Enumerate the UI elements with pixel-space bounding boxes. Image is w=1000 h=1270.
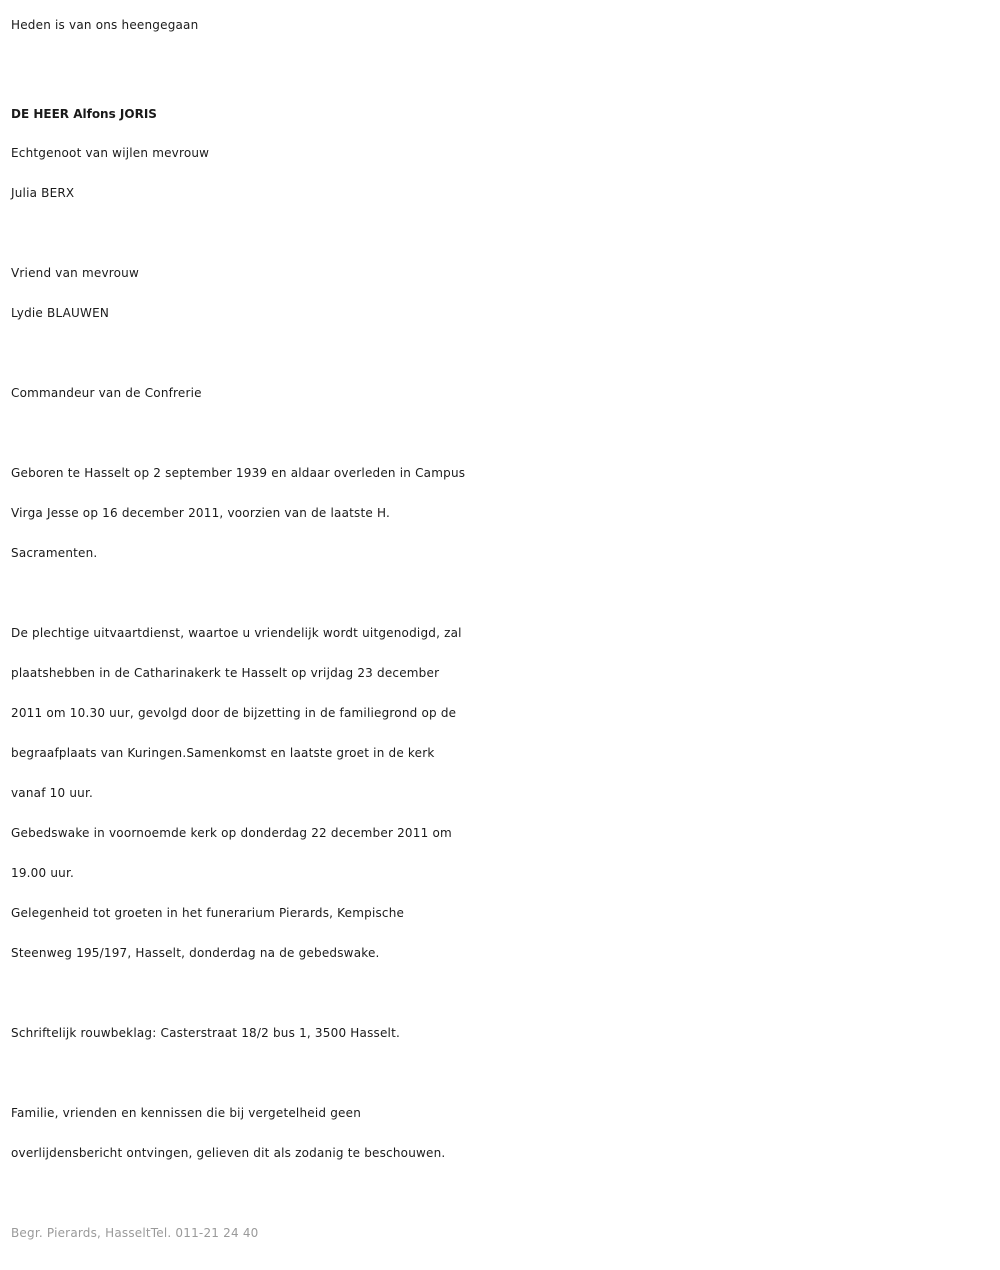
deceased-name: DE HEER Alfons JORIS [11,107,157,121]
paragraph-line: Virga Jesse op 16 december 2011, voorzien van de laatste H. [11,506,391,520]
obituary-notice [11,0,991,1253]
spouse-line-2: Julia BERX [11,186,75,200]
paragraph-line: Familie, vrienden en kennissen die bij vergetelheid geen [11,1106,362,1120]
paragraph-line: Steenweg 195/197, Hasselt, donderdag na de gebedswake. [11,946,380,960]
honorary-title: Commandeur van de Confrerie [11,386,202,400]
spacer [11,1053,991,1093]
paragraph-line: vanaf 10 uur. [11,786,93,800]
birth-death-paragraph [11,453,991,573]
friend-line-2: Lydie BLAUWEN [11,306,110,320]
paragraph-line: 19.00 uur. [11,866,75,880]
ceremony-paragraph [11,613,991,973]
spouse-line-1: Echtgenoot van wijlen mevrouw [11,146,210,160]
spacer [11,333,991,373]
paragraph-line: begraafplaats van Kuringen.Samenkomst en laatste groet in de kerk [11,746,435,760]
paragraph-line: Gelegenheid tot groeten in het funerarium Pierards, Kempische [11,906,405,920]
condolence-address: Schriftelijk rouwbeklag: Casterstraat 18/2 bus 1, 3500 Hasselt. [11,1026,401,1040]
funeral-home-footer: Begr. Pierards, HasseltTel. 011-21 24 40 [11,1226,259,1240]
spacer [11,973,991,1013]
paragraph-line: overlijdensbericht ontvingen, gelieven dit als zodanig te beschouwen. [11,1146,446,1160]
paragraph-line: plaatshebben in de Catharinakerk te Hasselt op vrijdag 23 december [11,666,440,680]
paragraph-line: Gebedswake in voornoemde kerk op donderdag 22 december 2011 om [11,826,452,840]
paragraph-line: Sacramenten. [11,546,98,560]
paragraph-line: 2011 om 10.30 uur, gevolgd door de bijzetting in de familiegrond op de [11,706,457,720]
spacer [11,573,991,613]
notice-paragraph [11,1093,991,1173]
spacer [11,413,991,453]
intro-text: Heden is van ons heengegaan [11,18,199,32]
spacer [11,213,991,253]
paragraph-line: Geboren te Hasselt op 2 september 1939 en aldaar overleden in Campus [11,466,466,480]
spacer [11,1173,991,1213]
friend-line-1: Vriend van mevrouw [11,266,139,280]
paragraph-line: De plechtige uitvaartdienst, waartoe u vriendelijk wordt uitgenodigd, zal [11,626,462,640]
